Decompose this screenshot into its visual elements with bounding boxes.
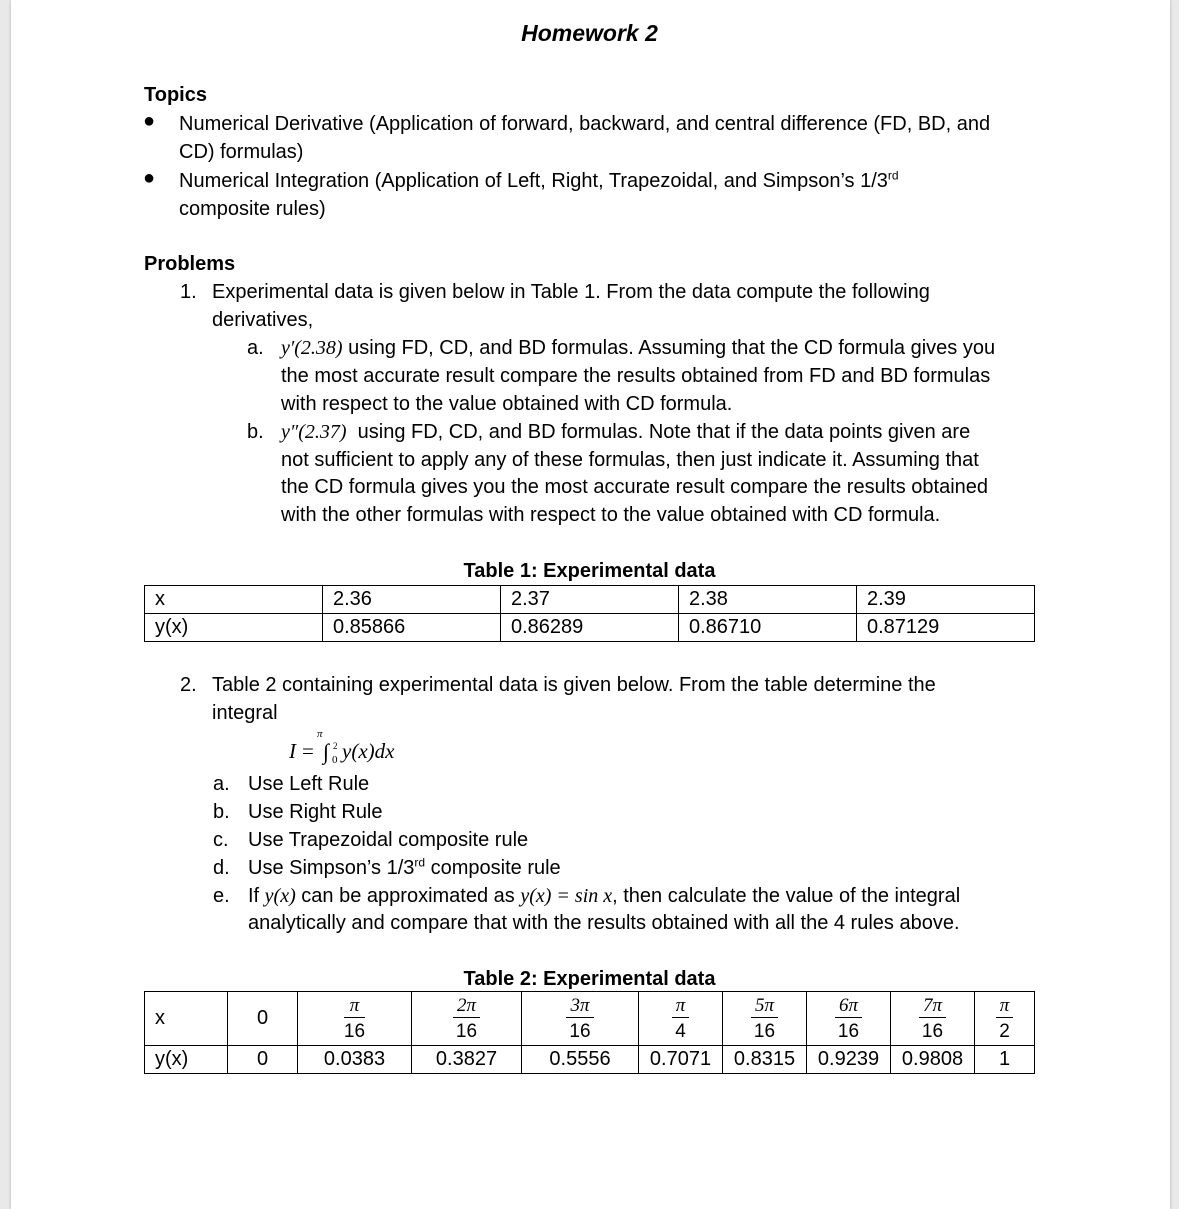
- topic-2-line1: Numerical Integration (Application of Left, Right, Trapezoidal, and Simpson’s 1/3rd: [179, 168, 899, 192]
- table-cell: $\frac{2\pi}{16}$: [412, 992, 522, 1046]
- problem-1b-line3: the CD formula gives you the most accurate result compare the results obtained: [281, 476, 989, 498]
- problem-2-number: 2.: [180, 674, 197, 696]
- table-cell: 0.9239: [807, 1046, 891, 1074]
- problem-2c-label: c.: [213, 829, 229, 851]
- table-cell: 0.86289: [501, 614, 679, 642]
- integral-formula-graphic: [289, 726, 439, 766]
- problem-1-number: 1.: [180, 281, 197, 303]
- table-cell: 0.86710: [679, 614, 857, 642]
- problem-2b-label: b.: [213, 801, 230, 823]
- problem-2c-text: Use Trapezoidal composite rule: [248, 829, 529, 851]
- problem-2d-text: Use Simpson’s 1/3rd composite rule: [248, 855, 561, 879]
- problem-2a-text: Use Left Rule: [248, 773, 370, 795]
- problem-2b-text: Use Right Rule: [248, 801, 383, 823]
- table-cell: 0.9808: [891, 1046, 975, 1074]
- table-row: [145, 992, 1035, 1046]
- problems-heading: Problems: [144, 253, 236, 275]
- problem-1b-line1: y″(2.37) using FD, CD, and BD formulas. Note that if the data points given are: [281, 421, 971, 443]
- table-row: [145, 1046, 1035, 1074]
- topic-1-line2: CD) formulas): [179, 141, 304, 163]
- svg-text:=: =: [302, 739, 314, 763]
- problem-1a-line3: with respect to the value obtained with CD formula.: [281, 393, 733, 415]
- problem-1b-label: b.: [247, 421, 264, 443]
- table-2-y-label: y(x): [145, 1046, 228, 1074]
- problem-1a-label: a.: [247, 337, 264, 359]
- table-cell: 1: [975, 1046, 1035, 1074]
- problem-1-line1: Experimental data is given below in Table 1. From the data compute the following: [212, 281, 930, 303]
- svg-text:π: π: [317, 728, 323, 740]
- table-cell: 0.85866: [323, 614, 501, 642]
- problem-2e-line2: analytically and compare that with the results obtained with all the 4 rules above.: [248, 912, 960, 934]
- problem-1b-line2: not sufficient to apply any of these formulas, then just indicate it. Assuming that: [281, 449, 979, 471]
- table-cell: 0.7071: [639, 1046, 723, 1074]
- table-row: [145, 586, 1035, 614]
- table-cell: 2.37: [501, 586, 679, 614]
- table-1-x-label: x: [145, 586, 323, 614]
- table-row: [145, 614, 1035, 642]
- problem-1-line2: derivatives,: [212, 309, 314, 331]
- table-cell: 0.0383: [298, 1046, 412, 1074]
- table-cell: 0.5556: [522, 1046, 639, 1074]
- table-cell: 2.39: [857, 586, 1035, 614]
- integral-formula: [289, 726, 439, 766]
- problem-1b-line4: with the other formulas with respect to the value obtained with CD formula.: [281, 504, 941, 526]
- topic-1-line1: Numerical Derivative (Application of forward, backward, and central difference (FD, BD, and: [179, 113, 991, 135]
- table-1: [144, 585, 1035, 642]
- table-cell: $\frac{7\pi}{16}$: [891, 992, 975, 1046]
- table-cell: 0.3827: [412, 1046, 522, 1074]
- problem-1a-line1: y′(2.38) using FD, CD, and BD formulas. Assuming that the CD formula gives you: [281, 337, 996, 359]
- table-cell: $\frac{\pi}{16}$: [298, 992, 412, 1046]
- table-2: [144, 991, 1035, 1074]
- problem-1a-line2: the most accurate result compare the results obtained from FD and BD formulas: [281, 365, 991, 387]
- table-cell: $\frac{\pi}{2}$: [975, 992, 1035, 1046]
- table-cell: 0.8315: [723, 1046, 807, 1074]
- table-cell: $\frac{3\pi}{16}$: [522, 992, 639, 1046]
- svg-text:2: 2: [333, 741, 338, 751]
- topic-2-line2: composite rules): [179, 198, 326, 220]
- table-cell: 2.36: [323, 586, 501, 614]
- svg-text:0: 0: [332, 754, 338, 766]
- table-cell: 0: [228, 1046, 298, 1074]
- table-cell: $\frac{\pi}{4}$: [639, 992, 723, 1046]
- table-cell: 0: [228, 992, 298, 1046]
- bullet-icon: ●: [143, 167, 156, 189]
- table-cell: $\frac{6\pi}{16}$: [807, 992, 891, 1046]
- problem-2e-line1: If y(x) can be approximated as y(x) = sin x, then calculate the value of the integral: [248, 885, 961, 907]
- problem-2d-label: d.: [213, 857, 230, 879]
- table-cell: $\frac{5\pi}{16}$: [723, 992, 807, 1046]
- table-1-caption: Table 1: Experimental data: [463, 560, 716, 582]
- table-1-y-label: y(x): [145, 614, 323, 642]
- table-2-caption: Table 2: Experimental data: [463, 968, 716, 990]
- problem-2-line2: integral: [212, 702, 278, 724]
- problem-2e-label: e.: [213, 885, 230, 907]
- table-cell: 0.87129: [857, 614, 1035, 642]
- problem-2-line1: Table 2 containing experimental data is given below. From the table determine the: [212, 674, 936, 696]
- page-title: Homework 2: [521, 20, 658, 46]
- table-cell: 2.38: [679, 586, 857, 614]
- svg-text:I: I: [289, 739, 296, 763]
- bullet-icon: ●: [143, 110, 156, 132]
- svg-text:y(x)dx: y(x)dx: [342, 739, 395, 763]
- table-2-x-label: x: [145, 992, 228, 1046]
- svg-text:∫: ∫: [323, 739, 330, 764]
- problem-2a-label: a.: [213, 773, 230, 795]
- topics-heading: Topics: [144, 84, 207, 106]
